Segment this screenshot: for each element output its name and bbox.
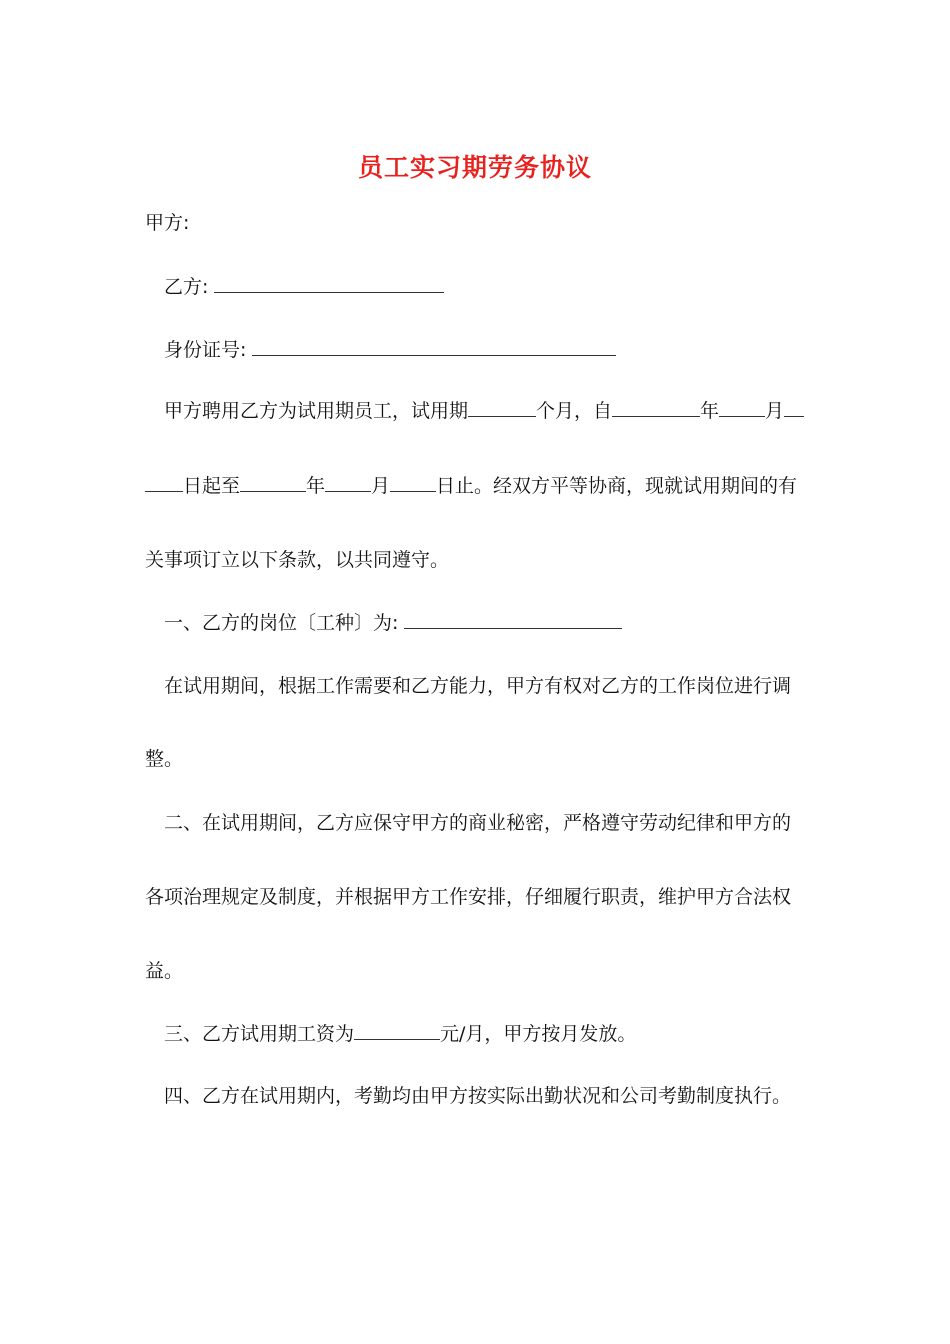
end-day-blank[interactable]: [390, 473, 436, 492]
clause4-line: [164, 1083, 791, 1109]
party-a-label: 甲方:: [145, 212, 190, 234]
para1-text-4: 月: [765, 400, 785, 422]
clause1-line3: [145, 746, 183, 772]
clause1-text-b: 整。: [145, 748, 184, 770]
clause2-line1: [164, 810, 791, 836]
para1-line1: [164, 398, 804, 424]
position-blank[interactable]: [404, 610, 622, 629]
para1-line2: [145, 473, 797, 499]
id-number-blank[interactable]: [252, 337, 616, 356]
clause4-text: 四、乙方在试用期内，考勤均由甲方按实际出勤状况和公司考勤制度执行。: [164, 1085, 792, 1107]
trial-months-blank[interactable]: [468, 398, 536, 417]
para1-text-1: 甲方聘用乙方为试用期员工，试用期: [164, 400, 469, 422]
para1-text-6: 年: [306, 475, 326, 497]
clause1-label: 一、乙方的岗位〔工种〕为:: [164, 612, 399, 634]
para1-text-7: 月: [371, 475, 391, 497]
end-month-blank[interactable]: [325, 473, 371, 492]
clause2-line2: [145, 884, 791, 910]
start-year-blank[interactable]: [612, 398, 700, 417]
salary-blank[interactable]: [354, 1021, 440, 1040]
clause3-text-2: 元/月，甲方按月发放。: [440, 1023, 637, 1045]
clause2-text-c: 益。: [145, 960, 184, 982]
para1-line3: [145, 547, 449, 573]
clause2-text-a: 二、在试用期间，乙方应保守甲方的商业秘密，严格遵守劳动纪律和甲方的: [164, 812, 792, 834]
clause1-line2: [164, 673, 791, 699]
document-title: 员工实习期劳务协议: [357, 153, 592, 182]
start-day-blank-b[interactable]: [145, 473, 183, 492]
id-number-line: [164, 337, 616, 363]
clause1-text-a: 在试用期间，根据工作需要和乙方能力，甲方有权对乙方的工作岗位进行调: [164, 675, 792, 697]
clause3-line: [164, 1021, 636, 1047]
para1-text-2: 个月，自: [536, 400, 613, 422]
clause2-text-b: 各项治理规定及制度，并根据甲方工作安排，仔细履行职责，维护甲方合法权: [145, 886, 792, 908]
party-b-line: [164, 274, 444, 300]
id-number-label: 身份证号:: [164, 339, 247, 361]
para1-text-5: 日起至: [183, 475, 241, 497]
para1-text-3: 年: [700, 400, 720, 422]
party-b-blank[interactable]: [214, 274, 444, 293]
para1-text-8: 日止。经双方平等协商，现就试用期间的有: [436, 475, 798, 497]
party-b-label: 乙方:: [164, 276, 209, 298]
clause1-line1: [164, 610, 622, 636]
end-year-blank[interactable]: [240, 473, 306, 492]
clause2-line3: [145, 958, 183, 984]
para1-text-9: 关事项订立以下条款，以共同遵守。: [145, 549, 450, 571]
party-a-line: [145, 210, 189, 236]
start-month-blank[interactable]: [719, 398, 765, 417]
start-day-blank-a[interactable]: [784, 398, 804, 417]
clause3-text-1: 三、乙方试用期工资为: [164, 1023, 355, 1045]
